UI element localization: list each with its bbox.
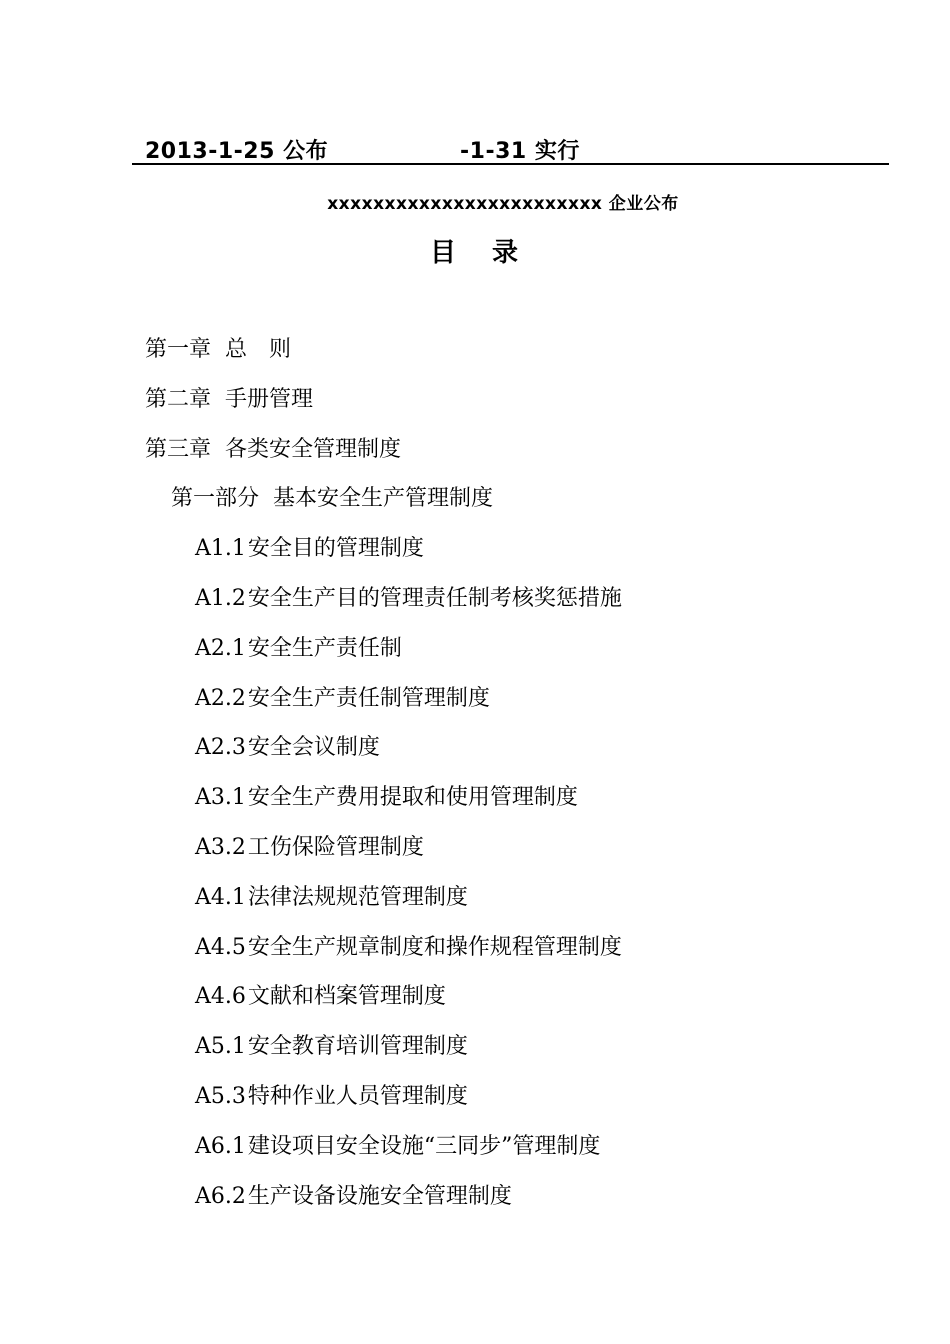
toc-item-title: 安全教育培训管理制度 xyxy=(247,1034,468,1060)
toc-item-number: A2.3 xyxy=(195,735,246,761)
toc-item-title: 安全生产规章制度和操作规程管理制度 xyxy=(247,934,622,960)
toc-item-number: A2.2 xyxy=(195,685,246,711)
issuer-line: xxxxxxxxxxxxxxxxxxxxxxxx 企业公布 xyxy=(327,194,679,214)
toc-item-number: A1.2 xyxy=(195,585,246,611)
toc-item[interactable] xyxy=(0,532,950,582)
toc-title xyxy=(0,232,950,269)
toc-chapter-title: 总 则 xyxy=(225,337,292,362)
toc-item-title: 安全生产责任制管理制度 xyxy=(247,685,490,711)
toc-chapter[interactable] xyxy=(0,383,950,433)
document-header xyxy=(145,134,885,166)
toc-item-title: 安全目的管理制度 xyxy=(247,536,424,562)
toc-title-first: 目 xyxy=(429,238,458,268)
toc-item-title: 特种作业人员管理制度 xyxy=(247,1083,468,1109)
toc-chapter-title: 手册管理 xyxy=(225,386,314,412)
toc-item[interactable] xyxy=(0,1180,950,1230)
toc-item-title: 安全生产目的管理责任制考核奖惩措施 xyxy=(247,585,622,611)
toc-chapter[interactable] xyxy=(0,433,950,483)
publish-date: 2013-1-25 公布 xyxy=(145,139,329,164)
toc-item-title: 建设项目安全设施“三同步”管理制度 xyxy=(247,1133,601,1159)
table-of-contents xyxy=(0,333,950,1229)
header-divider xyxy=(132,163,889,165)
toc-item[interactable] xyxy=(0,1080,950,1130)
toc-item[interactable] xyxy=(0,831,950,881)
toc-title-second: 录 xyxy=(492,238,521,268)
toc-part-number: 第一部分 xyxy=(171,486,260,512)
toc-item-title: 工伤保险管理制度 xyxy=(247,834,424,860)
toc-item-number: A3.2 xyxy=(195,834,246,860)
toc-item-title: 安全生产责任制 xyxy=(247,635,402,661)
toc-part-title: 基本安全生产管理制度 xyxy=(273,486,494,512)
toc-item-number: A6.2 xyxy=(195,1183,246,1209)
toc-item[interactable] xyxy=(0,731,950,781)
toc-item[interactable] xyxy=(0,781,950,831)
toc-item-title: 安全会议制度 xyxy=(247,735,380,761)
toc-item-number: A4.6 xyxy=(195,984,246,1010)
toc-item-number: A2.1 xyxy=(195,635,246,661)
toc-chapter-number: 第三章 xyxy=(145,436,212,462)
toc-item-number: A5.3 xyxy=(195,1083,246,1109)
toc-item-number: A1.1 xyxy=(195,536,246,562)
toc-item-number: A4.5 xyxy=(195,934,246,960)
toc-item[interactable] xyxy=(0,931,950,981)
toc-chapter-number: 第二章 xyxy=(145,386,212,412)
toc-item-number: A5.1 xyxy=(195,1034,246,1060)
toc-part[interactable] xyxy=(0,482,950,532)
toc-item[interactable] xyxy=(0,682,950,732)
implement-date: -1-31 实行 xyxy=(460,139,580,164)
toc-item[interactable] xyxy=(0,881,950,931)
toc-item-number: A4.1 xyxy=(195,884,246,910)
toc-chapter-title: 各类安全管理制度 xyxy=(225,436,402,462)
toc-item-title: 安全生产费用提取和使用管理制度 xyxy=(247,785,578,811)
toc-item[interactable] xyxy=(0,1130,950,1180)
toc-item-title: 法律法规规范管理制度 xyxy=(247,884,468,910)
toc-item[interactable] xyxy=(0,980,950,1030)
toc-chapter[interactable] xyxy=(0,333,950,383)
toc-item-title: 文献和档案管理制度 xyxy=(247,984,446,1010)
toc-item[interactable] xyxy=(0,632,950,682)
toc-item-number: A3.1 xyxy=(195,785,246,811)
toc-item[interactable] xyxy=(0,1030,950,1080)
toc-item-title: 生产设备设施安全管理制度 xyxy=(247,1183,512,1209)
toc-chapter-number: 第一章 xyxy=(145,337,212,362)
toc-item[interactable] xyxy=(0,582,950,632)
toc-item-number: A6.1 xyxy=(195,1133,246,1159)
